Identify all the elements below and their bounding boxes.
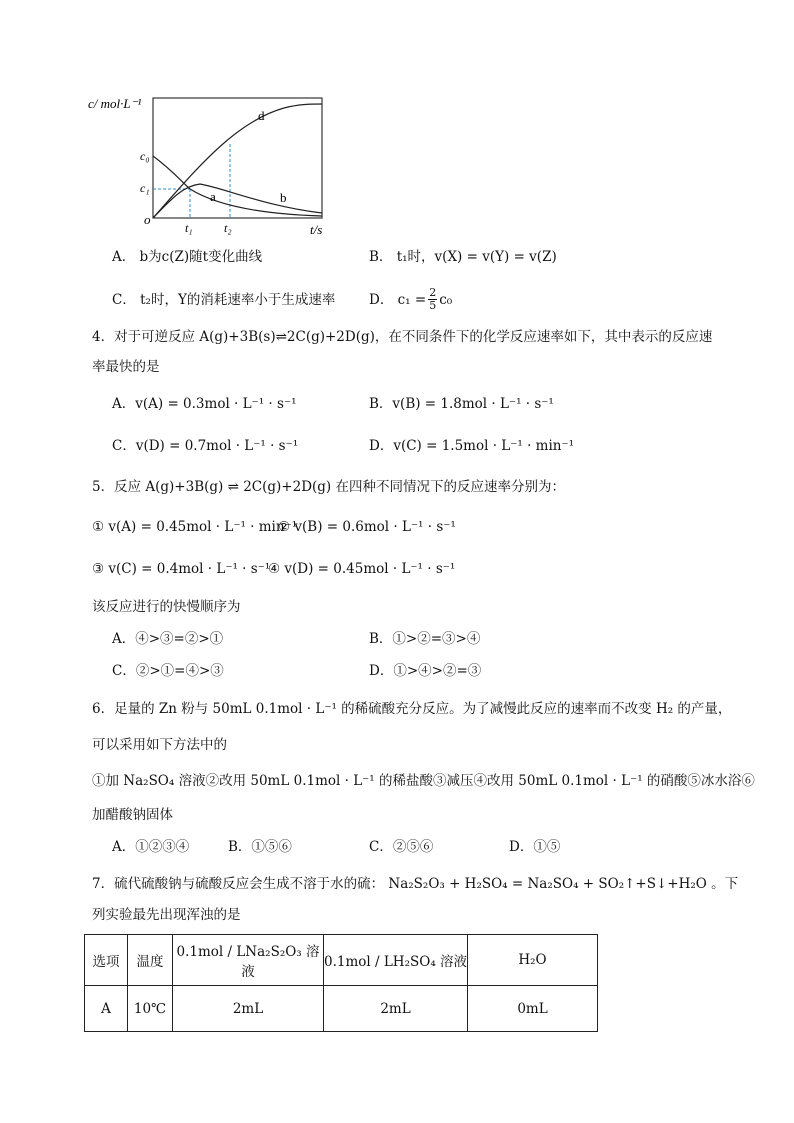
curve-d — [153, 104, 322, 218]
q4-stem-line1: 4．对于可逆反应 A(g)+3B(s)⇌2C(g)+2D(g)，在不同条件下的化学反应速率如下，其中表示的反应速 — [92, 329, 713, 345]
q4-stem-line2: 率最快的是 — [92, 359, 160, 375]
q6-option-a[interactable]: A．①②③④ — [112, 839, 190, 855]
table-header-cell: 0.1mol / LH₂SO₄ 溶液 — [324, 935, 468, 986]
table-header-cell: 选项 — [85, 935, 128, 986]
q7-stem-line1: 7．硫代硫酸钠与硫酸反应会生成不溶于水的硫： Na₂S₂O₃ + H₂SO₄ = Na₂SO₄ + SO₂↑+S↓+H₂O 。下 — [92, 876, 739, 892]
q7-experiment-table — [84, 934, 598, 1032]
table-row — [85, 986, 598, 1032]
curve-b-label: b — [280, 190, 287, 205]
q5-rate-2: ② v(B) = 0.6mol · L⁻¹ · s⁻¹ — [278, 519, 456, 535]
curve-a-label: a — [210, 189, 216, 204]
table-header-cell: 0.1mol / LNa₂S₂O₃ 溶液 — [173, 935, 324, 986]
t2-label: t₂ — [224, 221, 232, 235]
q6-option-c[interactable]: C．②⑤⑥ — [369, 839, 434, 855]
q6-option-b[interactable]: B．①⑤⑥ — [228, 839, 292, 855]
q6-option-d[interactable]: D．①⑤ — [509, 839, 561, 855]
q3-option-d-suffix: c₀ — [439, 291, 453, 308]
q6-methods-line1: ①加 Na₂SO₄ 溶液②改用 50mL 0.1mol · L⁻¹ 的稀盐酸③减压④改用 50mL 0.1mol · L⁻¹ 的硝酸⑤冰水浴⑥ — [92, 773, 755, 789]
q5-stem-2: 该反应进行的快慢顺序为 — [92, 599, 241, 615]
q5-rate-1: ① v(A) = 0.45mol · L⁻¹ · min⁻¹ — [92, 519, 298, 535]
q3-option-b[interactable]: B． t₁时，v(X) = v(Y) = v(Z) — [369, 249, 557, 265]
q6-stem-line2: 可以采用如下方法中的 — [92, 737, 227, 753]
origin-label: o — [144, 212, 151, 227]
q4-option-c[interactable]: C．v(D) = 0.7mol · L⁻¹ · s⁻¹ — [112, 438, 299, 454]
q3-option-d[interactable] — [369, 287, 452, 312]
q5-option-d[interactable]: D．①>④>②=③ — [369, 663, 482, 679]
q5-option-c[interactable]: C．②>①=④>③ — [112, 663, 224, 679]
q5-rate-3: ③ v(C) = 0.4mol · L⁻¹ · s⁻¹ — [92, 561, 271, 577]
table-header-cell: H₂O — [468, 935, 598, 986]
q5-option-a[interactable]: A．④>③=②>① — [112, 631, 224, 647]
q7-stem-line2: 列实验最先出现浑浊的是 — [92, 907, 241, 923]
table-cell: 10℃ — [128, 986, 173, 1032]
curve-d-label: d — [258, 108, 265, 123]
q4-option-a[interactable]: A．v(A) = 0.3mol · L⁻¹ · s⁻¹ — [112, 396, 297, 412]
concentration-time-graph — [84, 92, 334, 237]
c1-label: c₁ — [140, 181, 150, 195]
table-header-cell: 温度 — [128, 935, 173, 986]
q5-option-b[interactable]: B．①>②=③>④ — [369, 631, 481, 647]
q6-stem-line1: 6．足量的 Zn 粉与 50mL 0.1mol · L⁻¹ 的稀硫酸充分反应。为了减慢此反应的速率而不改变 H₂ 的产量， — [92, 701, 732, 717]
y-axis-label: c/ mol·L⁻¹ — [88, 96, 142, 111]
t1-label: t₁ — [185, 221, 193, 235]
fraction-denominator: 5 — [429, 299, 437, 312]
table-cell: 2mL — [173, 986, 324, 1032]
q5-stem: 5．反应 A(g)+3B(g) ⇌ 2C(g)+2D(g) 在四种不同情况下的反应速率分别为： — [92, 479, 565, 495]
table-cell: 0mL — [468, 986, 598, 1032]
fraction-numerator: 2 — [429, 286, 437, 299]
table-cell: 2mL — [324, 986, 468, 1032]
c0-label: c₀ — [140, 149, 150, 163]
q4-option-d[interactable]: D．v(C) = 1.5mol · L⁻¹ · min⁻¹ — [369, 438, 575, 454]
table-cell: A — [85, 986, 128, 1032]
q5-rate-4: ④ v(D) = 0.45mol · L⁻¹ · s⁻¹ — [268, 561, 456, 577]
table-header-row — [85, 935, 598, 986]
q3-option-d-prefix: D． c₁ = — [369, 291, 427, 308]
q3-option-c[interactable]: C． t₂时，Y的消耗速率小于生成速率 — [112, 292, 336, 308]
graph-frame — [153, 98, 322, 218]
q4-option-b[interactable]: B．v(B) = 1.8mol · L⁻¹ · s⁻¹ — [369, 396, 554, 412]
fraction — [428, 287, 437, 312]
q3-option-a[interactable]: A． b为c(Z)随t变化曲线 — [112, 249, 263, 265]
curve-b — [153, 156, 322, 216]
q6-methods-line2: 加醋酸钠固体 — [92, 807, 173, 823]
x-axis-label: t/s — [310, 222, 323, 237]
